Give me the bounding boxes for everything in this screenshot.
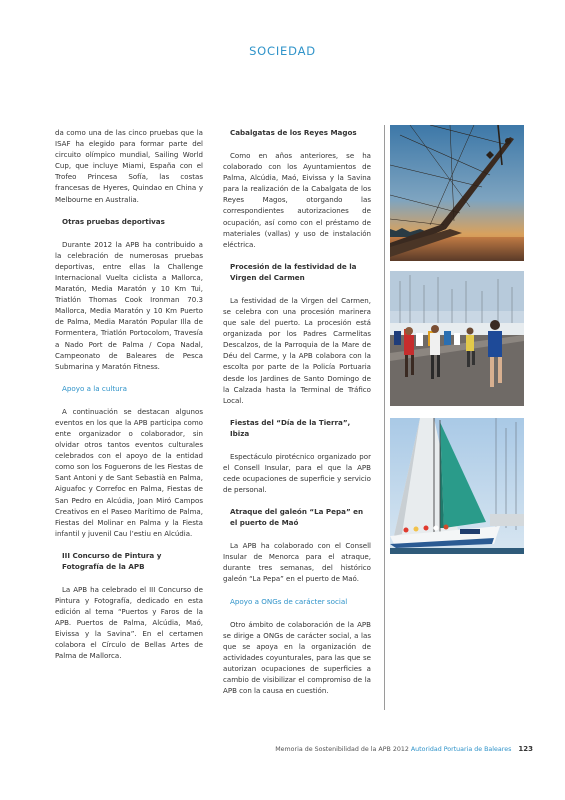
heading-apoyo-ongs: Apoyo a ONGs de carácter social bbox=[230, 596, 348, 606]
page-footer bbox=[275, 745, 533, 753]
text-column-left bbox=[55, 127, 203, 673]
footer-organization: Autoridad Portuaria de Baleares bbox=[410, 746, 512, 753]
text-column-right bbox=[223, 127, 371, 707]
paragraph-la-pepa: La APB ha colaborado con el Consell Insular de Menorca para el atraque, durante tres semanas, del histórico galeón “La Pepa” en el puerto de Maó. bbox=[223, 541, 371, 584]
heading-otras-pruebas: Otras pruebas deportivas bbox=[62, 216, 165, 226]
section-title: SOCIEDAD bbox=[249, 44, 316, 58]
paragraph-pruebas-deportivas: Durante 2012 la APB ha contribuido a la celebración de numerosas pruebas deportivas, entre ellas la Challenge Internacional Vuelta ciclista a Mallorca, Maratón, Media Maratón y 10 Km Tui, Triatlón Thomas Cook Ironman 70.3 Mallorca, Media Maratón y 10 Km Puerto de Palma, Media Maratón Popular Illa de Formentera, Triatlón Portocolom, Travesía a Nado Port de Palma / Copa Nadal, Campeonato de Baleares de Pesca Submarina y Maratón Fitness. bbox=[55, 239, 203, 371]
heading-apoyo-cultura: Apoyo a la cultura bbox=[62, 383, 127, 393]
paragraph-cabalgatas: Como en años anteriores, se ha colaborado con los Ayuntamientos de Palma, Alcúdia, Maó, Eivissa y la Savina para la realización de la Cabalgata de los Reyes Magos, otorgando las correspondientes autorizaciones de ocupación, así como con el préstamo de materiales (vallas) y uso de instalación eléctrica. bbox=[223, 151, 371, 249]
heading-virgen-carmen: Procesión de la festividad de la Virgen del Carmen bbox=[230, 261, 357, 282]
paragraph-ongs: Otro ámbito de colaboración de la APB se dirige a ONGs de carácter social, a las que se apoya en la organización de actividades coyunturales, para las que se autorizan ocupaciones de superficies a cambio de visibilizar el compromiso de la APB con la causa en cuestión. bbox=[223, 619, 371, 696]
paragraph-virgen-carmen: La festividad de la Virgen del Carmen, se celebra con una procesión marinera que sale del puerto. La procesión está organizada por los Padres Carmelitas Descalzos, de la Parroquia de la Mare de Déu del Carme, y la APB colabora con la escolta por parte de la Policía Portuaria desde los Jardines de Santo Domingo de la Calzada hasta la Terminal de Tráfico Local. bbox=[223, 295, 371, 405]
paragraph-eventos-culturales: A continuación se destacan algunos eventos en los que la APB participa como ente organizador o colaborador, sin olvidar otros tantos eventos culturales celebrados con el apoyo de la entidad como son los Foguerons de les Fiestas de Sant Antoni y de Sant Sebastià en Palma, Aiguafoc y Correfoc en Palma, Fiestas de San Pedro en Alcúdia, Joan Miró Campos Creativos en el Paseo Marítimo de Palma, Fiestas del Molinar en Palma y la Fiesta infantil y juvenil Cau l’estiu en Alcúdia. bbox=[55, 406, 203, 538]
paragraph-sailing-world-cup: da como una de las cinco pruebas que la ISAF ha elegido para formar parte del circuito olímpico mundial, Sailing World Cup, que incluye Miami, España con el Trofeo Princesa Sofía, las costas francesas de Hyeres, Quindao en China y Melbourne en Australia. bbox=[55, 128, 203, 204]
photo-sailboats bbox=[390, 418, 524, 554]
heading-dia-tierra: Fiestas del “Día de la Tierra”, Ibiza bbox=[230, 417, 351, 438]
paragraph-concurso: La APB ha celebrado el III Concurso de Pintura y Fotografía, dedicado en esta edición al tema “Puertos y Faros de la APB. Puertos de Palma, Alcúdia, Maó, Eivissa y la Savina”. En el certamen colabora el Círculo de Bellas Artes de Palma de Mallorca. bbox=[55, 584, 203, 661]
column-divider bbox=[384, 125, 385, 710]
heading-cabalgatas: Cabalgatas de los Reyes Magos bbox=[230, 128, 357, 137]
photo-marathon-runners bbox=[390, 271, 524, 406]
paragraph-dia-tierra: Espectáculo pirotécnico organizado por el Consell Insular, para el que la APB cede ocupaciones de superficie y servicio de personal. bbox=[223, 451, 371, 495]
page-number: 123 bbox=[518, 745, 533, 753]
photo-galleon-rigging bbox=[390, 125, 524, 261]
heading-la-pepa: Atraque del galeón “La Pepa” en el puerto de Maó bbox=[230, 507, 364, 528]
footer-report-title: Memoria de Sostenibilidad de la APB 2012 bbox=[275, 746, 409, 753]
heading-concurso-pintura: III Concurso de Pintura y Fotografía de la APB bbox=[62, 550, 162, 571]
